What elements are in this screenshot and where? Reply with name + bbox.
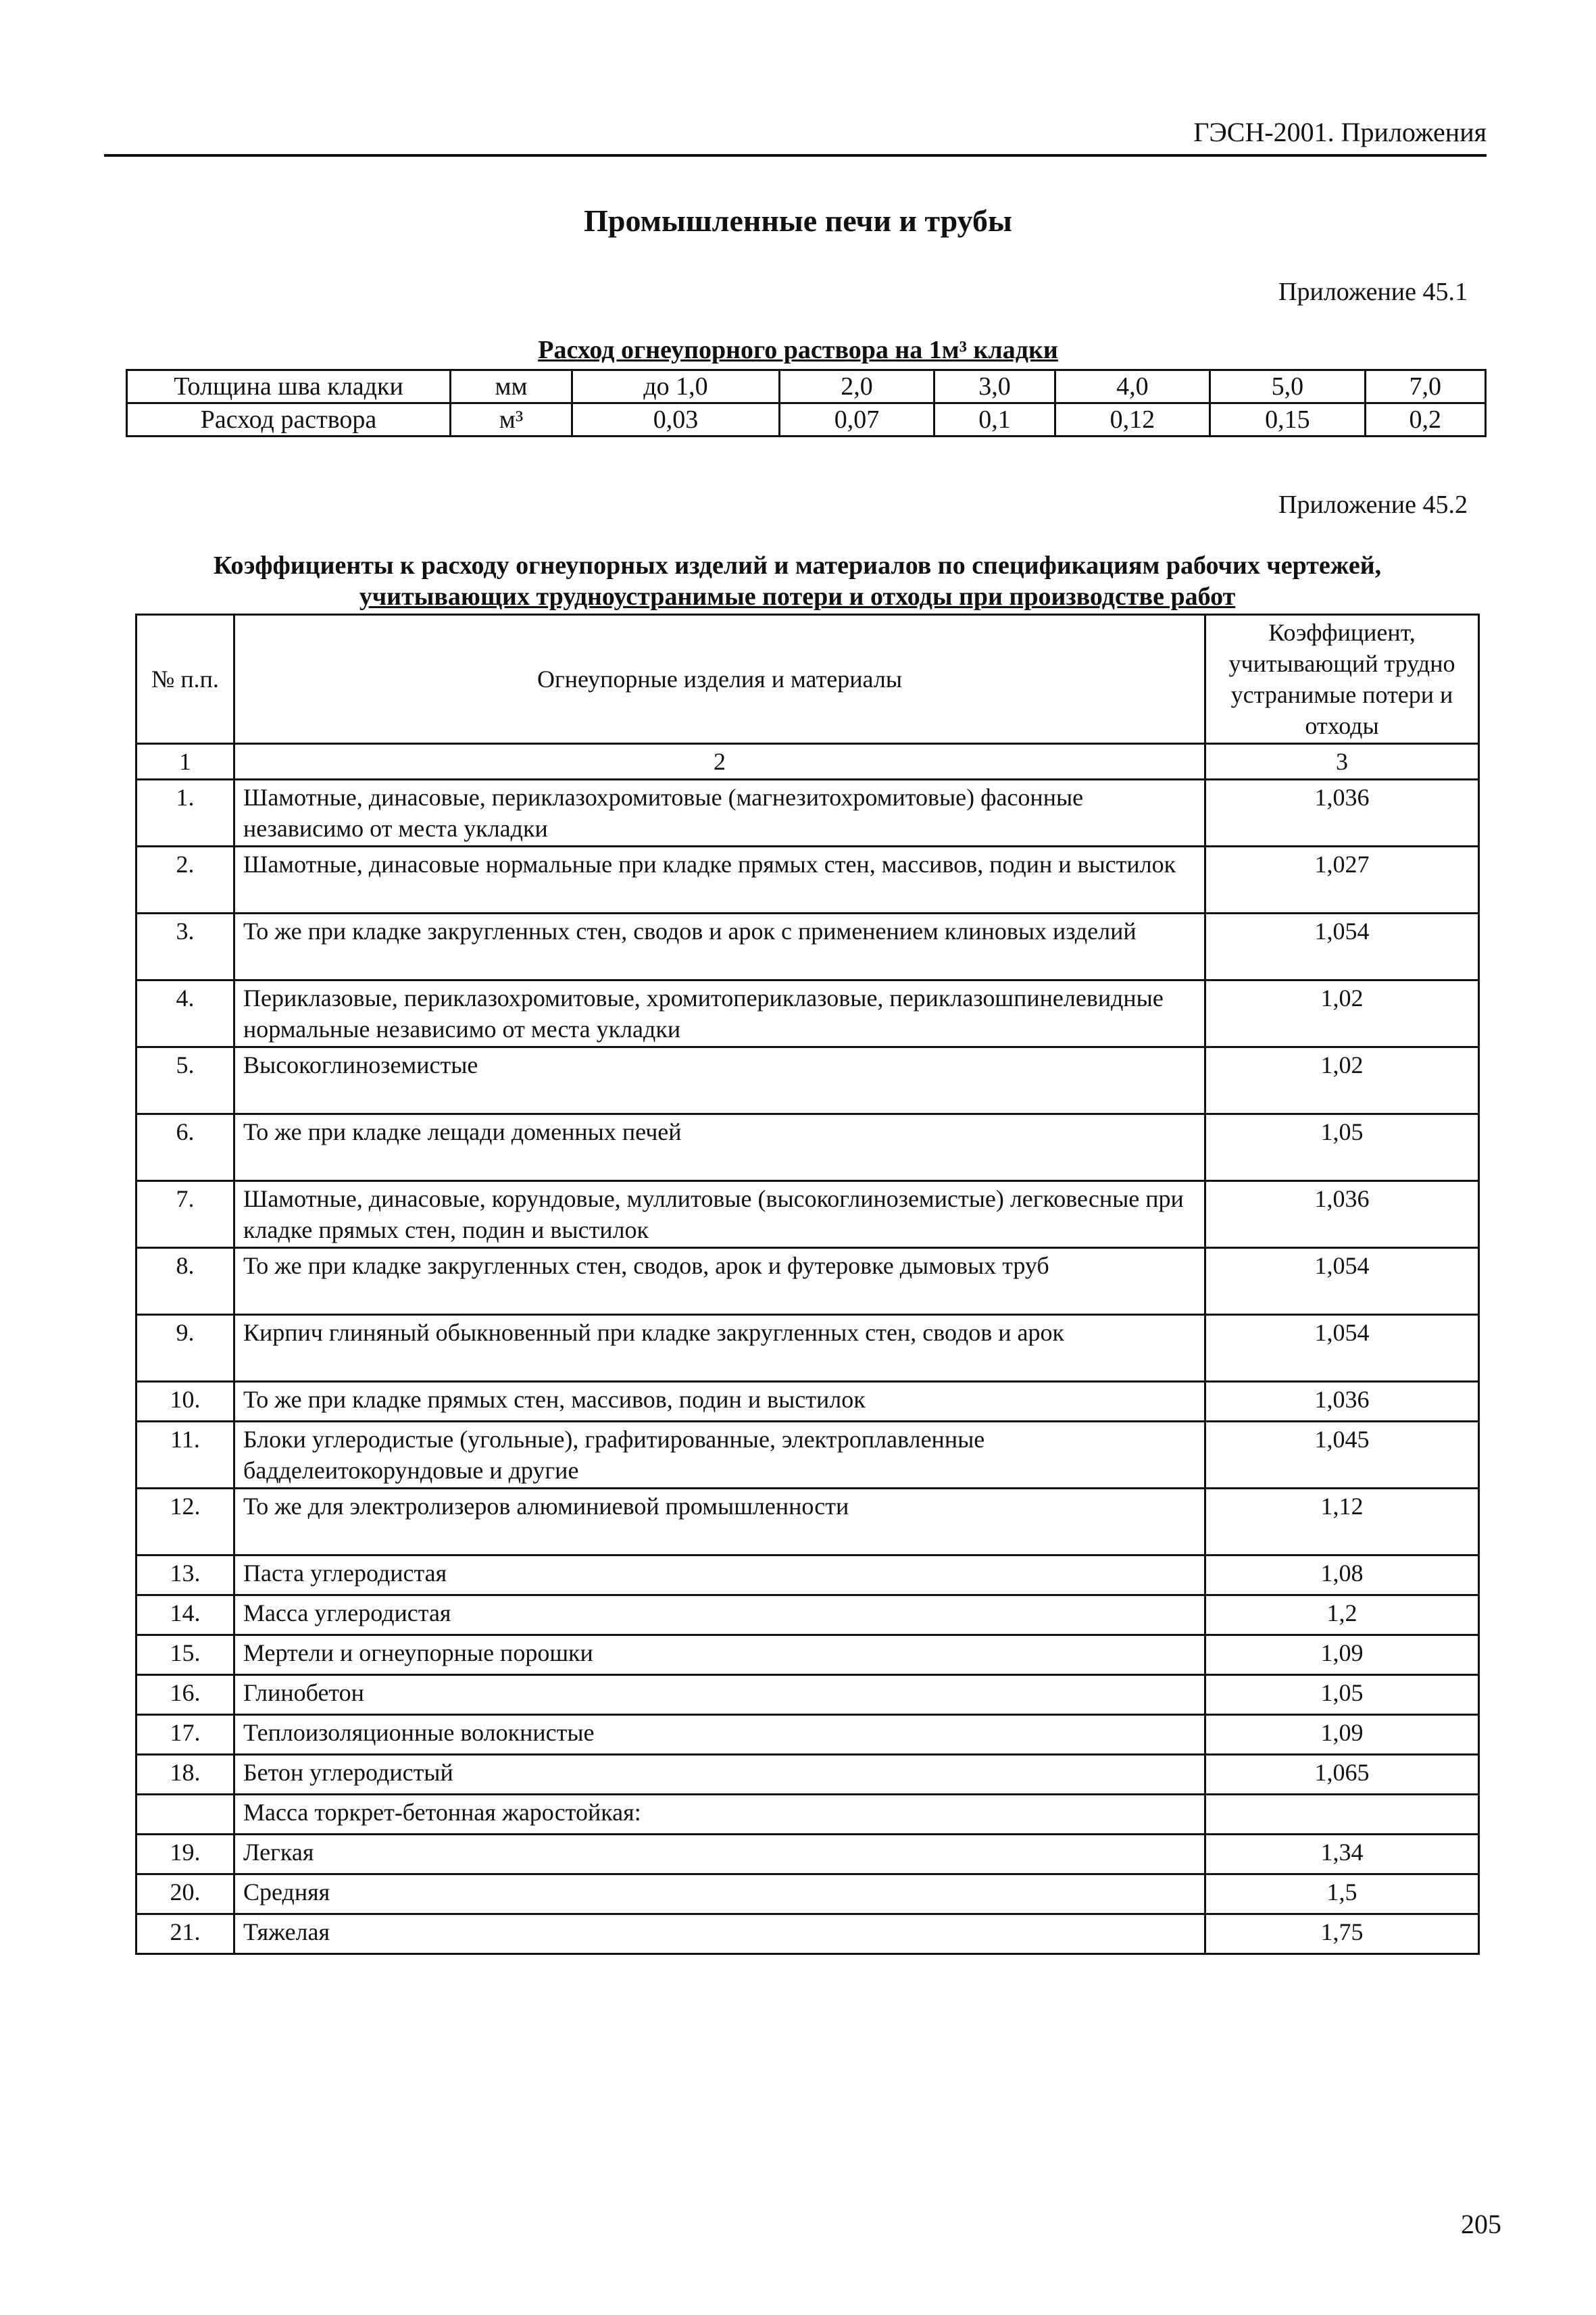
row-number xyxy=(136,1795,234,1835)
coefficients-caption-line1: Коэффициенты к расходу огнеупорных изделий и материалов по спецификациям рабочих чертежей, xyxy=(213,551,1382,580)
appendix-45-2-label: Приложение 45.2 xyxy=(1278,491,1468,519)
page-title: Промышленные печи и трубы xyxy=(584,203,1012,238)
row-number: 10. xyxy=(136,1382,234,1422)
page-number: 205 xyxy=(1461,2209,1501,2239)
table-row xyxy=(136,1047,1479,1114)
coefficient-value: 1,09 xyxy=(1205,1715,1479,1755)
material-name: Паста углеродистая xyxy=(234,1555,1205,1595)
column-number-3: 3 xyxy=(1205,744,1479,780)
coefficient-value: 1,09 xyxy=(1205,1635,1479,1675)
coefficient-value: 1,054 xyxy=(1205,1315,1479,1382)
row-number: 8. xyxy=(136,1248,234,1315)
table-row xyxy=(136,1114,1479,1181)
row-number: 4. xyxy=(136,980,234,1047)
material-name: Легкая xyxy=(234,1835,1205,1874)
row-label: Толщина шва кладки xyxy=(127,370,451,403)
coefficient-value: 1,065 xyxy=(1205,1755,1479,1795)
coefficient-value: 1,75 xyxy=(1205,1914,1479,1954)
table-row xyxy=(136,1382,1479,1422)
row-number: 1. xyxy=(136,780,234,847)
row-number: 14. xyxy=(136,1595,234,1635)
coefficient-value: 1,02 xyxy=(1205,980,1479,1047)
material-name: Шамотные, динасовые нормальные при кладке прямых стен, массивов, подин и выстилок xyxy=(234,847,1205,914)
material-name: То же при кладке лещади доменных печей xyxy=(234,1114,1205,1181)
coefficient-value: 1,045 xyxy=(1205,1422,1479,1489)
table-row xyxy=(136,1248,1479,1315)
table-row xyxy=(136,1914,1479,1954)
table-cell: 4,0 xyxy=(1055,370,1210,403)
material-name: Высокоглиноземистые xyxy=(234,1047,1205,1114)
table-cell: 0,12 xyxy=(1055,403,1210,437)
table-cell: м³ xyxy=(451,403,572,437)
row-number: 7. xyxy=(136,1181,234,1248)
table-row xyxy=(136,980,1479,1047)
table-cell: 0,07 xyxy=(779,403,934,437)
table-row xyxy=(136,914,1479,980)
coefficient-value: 1,12 xyxy=(1205,1489,1479,1555)
coefficient-value: 1,036 xyxy=(1205,1382,1479,1422)
header-coefficient: Коэффициент, учитывающий трудно устранимые потери и отходы xyxy=(1205,615,1479,744)
coefficient-value: 1,02 xyxy=(1205,1047,1479,1114)
table-cell: 7,0 xyxy=(1365,370,1485,403)
row-number: 6. xyxy=(136,1114,234,1181)
material-name: Мертели и огнеупорные порошки xyxy=(234,1635,1205,1675)
material-name: То же для электролизеров алюминиевой промышленности xyxy=(234,1489,1205,1555)
coefficient-value: 1,027 xyxy=(1205,847,1479,914)
material-name: То же при кладке прямых стен, массивов, подин и выстилок xyxy=(234,1382,1205,1422)
table-row xyxy=(136,1555,1479,1595)
table-row xyxy=(136,1595,1479,1635)
material-name: Бетон углеродистый xyxy=(234,1755,1205,1795)
material-name: Кирпич глиняный обыкновенный при кладке закругленных стен, сводов и арок xyxy=(234,1315,1205,1382)
coefficients-table xyxy=(135,614,1480,1955)
running-header xyxy=(104,115,1487,157)
table-cell: 5,0 xyxy=(1210,370,1365,403)
material-name: Тяжелая xyxy=(234,1914,1205,1954)
coefficient-value: 1,054 xyxy=(1205,1248,1479,1315)
material-name: Масса углеродистая xyxy=(234,1595,1205,1635)
row-label: Расход раствора xyxy=(127,403,451,437)
coefficient-value: 1,34 xyxy=(1205,1835,1479,1874)
column-number-row xyxy=(136,744,1479,780)
table-row xyxy=(136,1181,1479,1248)
header-number: № п.п. xyxy=(136,615,234,744)
mortar-table-caption xyxy=(0,335,1596,365)
table-cell: 0,03 xyxy=(572,403,780,437)
table-row xyxy=(136,1874,1479,1914)
mortar-consumption-table xyxy=(126,369,1487,437)
row-number: 5. xyxy=(136,1047,234,1114)
table-cell: 2,0 xyxy=(779,370,934,403)
table-row xyxy=(136,1835,1479,1874)
coefficient-value: 1,2 xyxy=(1205,1595,1479,1635)
row-number: 2. xyxy=(136,847,234,914)
row-number: 17. xyxy=(136,1715,234,1755)
table-cell: 0,15 xyxy=(1210,403,1365,437)
row-number: 15. xyxy=(136,1635,234,1675)
table-row xyxy=(136,1675,1479,1715)
coefficient-value: 1,05 xyxy=(1205,1114,1479,1181)
material-name: Масса торкрет-бетонная жаростойкая: xyxy=(234,1795,1205,1835)
row-number: 19. xyxy=(136,1835,234,1874)
coefficient-value: 1,036 xyxy=(1205,780,1479,847)
material-name: То же при кладке закругленных стен, сводов, арок и футеровке дымовых труб xyxy=(234,1248,1205,1315)
coefficients-caption-line2: учитывающих трудноустранимые потери и отходы при производстве работ xyxy=(359,582,1236,611)
running-title: ГЭСН-2001. Приложения xyxy=(1193,117,1487,147)
table-row xyxy=(136,1795,1479,1835)
mortar-table-caption-text: Расход огнеупорного раствора на 1м³ кладки xyxy=(538,336,1058,364)
table-cell: до 1,0 xyxy=(572,370,780,403)
table-row xyxy=(136,847,1479,914)
material-name: Периклазовые, периклазохромитовые, хромитопериклазовые, периклазошпинелевидные нормальные независимо от места укладки xyxy=(234,980,1205,1047)
row-number: 3. xyxy=(136,914,234,980)
row-number: 12. xyxy=(136,1489,234,1555)
coefficient-value xyxy=(1205,1795,1479,1835)
coefficients-table-caption xyxy=(101,550,1493,612)
coefficient-value: 1,05 xyxy=(1205,1675,1479,1715)
header-materials: Огнеупорные изделия и материалы xyxy=(234,615,1205,744)
table-row xyxy=(136,1715,1479,1755)
appendix-45-1-label: Приложение 45.1 xyxy=(1278,278,1468,306)
row-number: 18. xyxy=(136,1755,234,1795)
table-row xyxy=(136,1635,1479,1675)
table-row xyxy=(136,1315,1479,1382)
row-number: 11. xyxy=(136,1422,234,1489)
coefficient-value: 1,054 xyxy=(1205,914,1479,980)
coefficient-value: 1,036 xyxy=(1205,1181,1479,1248)
table-row xyxy=(127,403,1486,437)
column-number-2: 2 xyxy=(234,744,1205,780)
coefficient-value: 1,5 xyxy=(1205,1874,1479,1914)
row-number: 21. xyxy=(136,1914,234,1954)
table-row xyxy=(127,370,1486,403)
material-name: Блоки углеродистые (угольные), графитированные, электроплавленные бадделеитокорундовые и другие xyxy=(234,1422,1205,1489)
table-cell: 0,1 xyxy=(934,403,1055,437)
table-row xyxy=(136,1489,1479,1555)
table-row xyxy=(136,1422,1479,1489)
row-number: 16. xyxy=(136,1675,234,1715)
coefficient-value: 1,08 xyxy=(1205,1555,1479,1595)
table-row xyxy=(136,780,1479,847)
row-number: 9. xyxy=(136,1315,234,1382)
column-number-1: 1 xyxy=(136,744,234,780)
row-number: 20. xyxy=(136,1874,234,1914)
table-cell: 0,2 xyxy=(1365,403,1485,437)
row-number: 13. xyxy=(136,1555,234,1595)
table-cell: мм xyxy=(451,370,572,403)
material-name: То же при кладке закругленных стен, сводов и арок с применением клиновых изделий xyxy=(234,914,1205,980)
table-row xyxy=(136,1755,1479,1795)
table-header-row xyxy=(136,615,1479,744)
material-name: Шамотные, динасовые, корундовые, муллитовые (высокоглиноземистые) легковесные при кладке прямых стен, подин и выстилок xyxy=(234,1181,1205,1248)
table-cell: 3,0 xyxy=(934,370,1055,403)
material-name: Шамотные, динасовые, периклазохромитовые (магнезитохромитовые) фасонные независимо от места укладки xyxy=(234,780,1205,847)
material-name: Средняя xyxy=(234,1874,1205,1914)
material-name: Теплоизоляционные волокнистые xyxy=(234,1715,1205,1755)
material-name: Глинобетон xyxy=(234,1675,1205,1715)
